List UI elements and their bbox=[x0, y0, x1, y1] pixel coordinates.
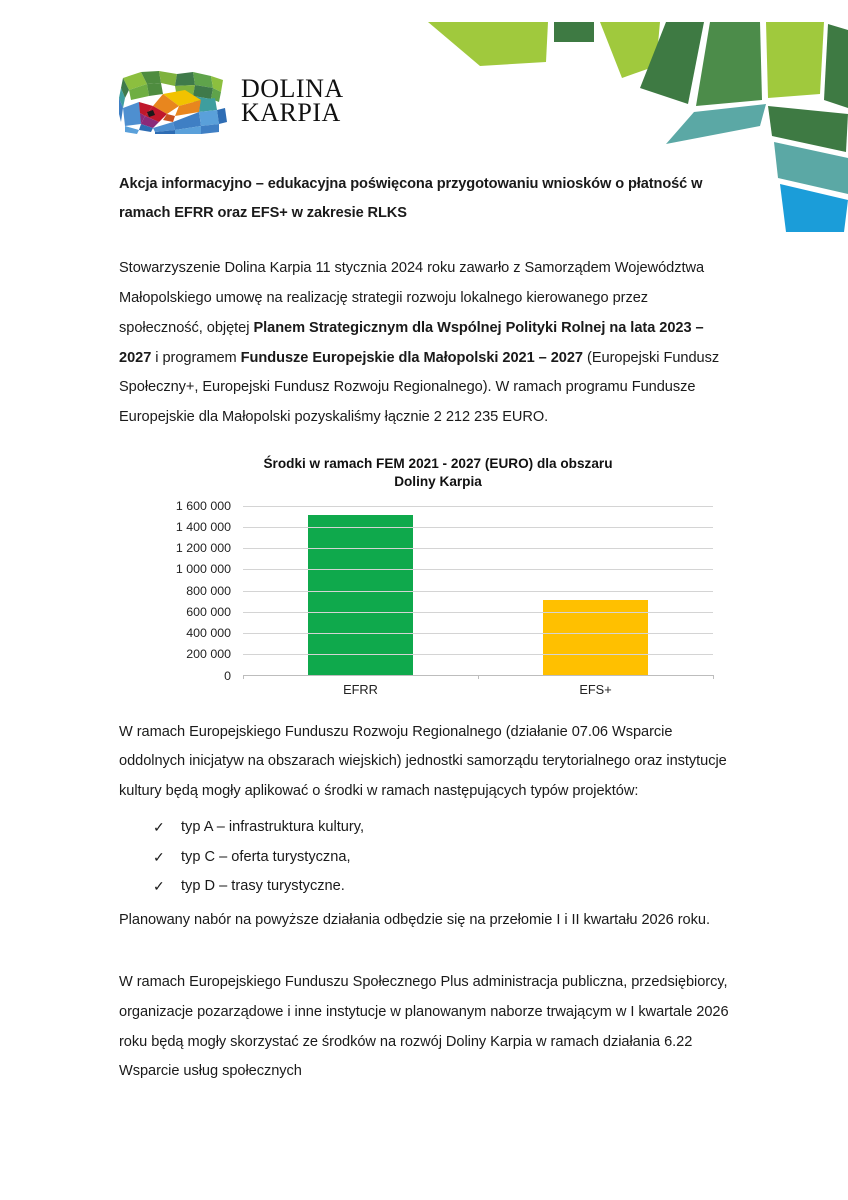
brand-wordmark bbox=[241, 73, 344, 127]
chart-gridline bbox=[243, 548, 713, 549]
brand-logo bbox=[119, 68, 344, 134]
chart-gridline bbox=[243, 633, 713, 634]
chart-x-axis bbox=[243, 682, 713, 697]
y-axis-tick-label: 1 200 000 bbox=[175, 541, 231, 556]
y-axis-tick-label: 1 400 000 bbox=[175, 519, 231, 534]
y-axis-tick-label: 600 000 bbox=[186, 604, 231, 619]
y-axis-tick-label: 800 000 bbox=[186, 583, 231, 598]
x-axis-tick-mark bbox=[243, 675, 244, 679]
check-icon: ✓ bbox=[153, 818, 165, 835]
page-title: Akcja informacyjno – edukacyjna poświęcona przygotowaniu wniosków o płatność w ramach EFRR oraz EFS+ w zakresie RLKS bbox=[119, 176, 703, 222]
check-icon: ✓ bbox=[153, 878, 165, 895]
chart-gridline bbox=[243, 506, 713, 507]
paragraph-efs: W ramach Europejskiego Funduszu Społecznego Plus administracja publiczna, przedsiębiorcy, organizacje pozarządowe i inne instytucje w planowanym naborze trwającym w I kwartale 2026 roku będą mogły skorzystać ze środków na rozwój Doliny Karpia w ramach działania 6.22 Wsparcie usług społecznych bbox=[119, 974, 729, 1080]
para1-seg1: Stowarzyszenie Dolina Karpia 11 stycznia 2024 roku zawarło z Samorządem Województwa Małopolskiego umowę na realizację strategii rozwoju lokalnego kierowanego przez społeczność, objętej bbox=[119, 260, 705, 336]
chart-gridline bbox=[243, 591, 713, 592]
para1-seg5: (Europejski Fundusz Społeczny+, Europejski Fundusz Rozwoju Regionalnego). W ramach programu Fundusze Europejskie dla Małopolski pozyskaliśmy łącznie 2 212 235 EURO. bbox=[119, 349, 720, 426]
list-item bbox=[119, 872, 731, 902]
chart-plot-area bbox=[243, 506, 713, 676]
y-axis-tick-label: 1 000 000 bbox=[175, 562, 231, 577]
chart-title-line1: Środki w ramach FEM 2021 - 2027 (EURO) dla obszaru bbox=[263, 455, 613, 471]
para1-seg2-bold: Planem Strategicznym dla Wspólnej Polityki Rolnej na lata 2023 – 2027 bbox=[119, 319, 704, 366]
chart-bar-efrr bbox=[308, 515, 413, 674]
y-axis-tick-label: 200 000 bbox=[186, 647, 231, 662]
list-item-label: typ C – oferta turystyczna, bbox=[181, 848, 351, 865]
chart-gridline bbox=[243, 527, 713, 528]
funding-bar-chart bbox=[119, 455, 731, 704]
chart-title-line2: Doliny Karpia bbox=[394, 474, 482, 490]
dolina-karpia-carp-mosaic-logo bbox=[119, 68, 227, 134]
x-axis-tick-mark bbox=[478, 675, 479, 679]
chart-title bbox=[145, 455, 731, 492]
document-body bbox=[119, 170, 731, 1093]
y-axis-tick-label: 400 000 bbox=[186, 626, 231, 641]
project-types-list bbox=[119, 813, 731, 902]
paragraph-nabor: Planowany nabór na powyższe działania odbędzie się na przełomie I i II kwartału 2026 roku. bbox=[119, 912, 710, 929]
y-axis-tick-label: 0 bbox=[224, 668, 231, 683]
para1-seg4-bold: Fundusze Europejskie dla Małopolski 2021 – 2027 bbox=[240, 349, 583, 366]
chart-y-axis bbox=[119, 498, 237, 683]
y-axis-tick-label: 1 600 000 bbox=[175, 498, 231, 513]
check-icon: ✓ bbox=[153, 848, 165, 865]
brand-name-line1: DOLINA bbox=[241, 73, 344, 103]
list-item-label: typ D – trasy turystyczne. bbox=[181, 878, 345, 895]
x-axis-label: EFRR bbox=[343, 681, 378, 697]
paragraph-efrr: W ramach Europejskiego Funduszu Rozwoju Regionalnego (działanie 07.06 Wsparcie oddolnych inicjatyw na obszarach wiejskich) jednostki samorządu terytorialnego oraz instytucje kultury będą mogły aplikować o środki w ramach następujących typów projektów: bbox=[119, 723, 727, 800]
list-item bbox=[119, 843, 731, 873]
brand-name-line2: KARPIA bbox=[241, 98, 341, 127]
paragraph-intro bbox=[119, 254, 731, 433]
x-axis-label: EFS+ bbox=[579, 681, 612, 697]
chart-gridline bbox=[243, 654, 713, 655]
para1-seg3: i programem bbox=[151, 349, 241, 366]
list-item bbox=[119, 813, 731, 843]
chart-gridline bbox=[243, 612, 713, 613]
x-axis-tick-mark bbox=[713, 675, 714, 679]
chart-gridline bbox=[243, 569, 713, 570]
list-item-label: typ A – infrastruktura kultury, bbox=[181, 818, 365, 835]
